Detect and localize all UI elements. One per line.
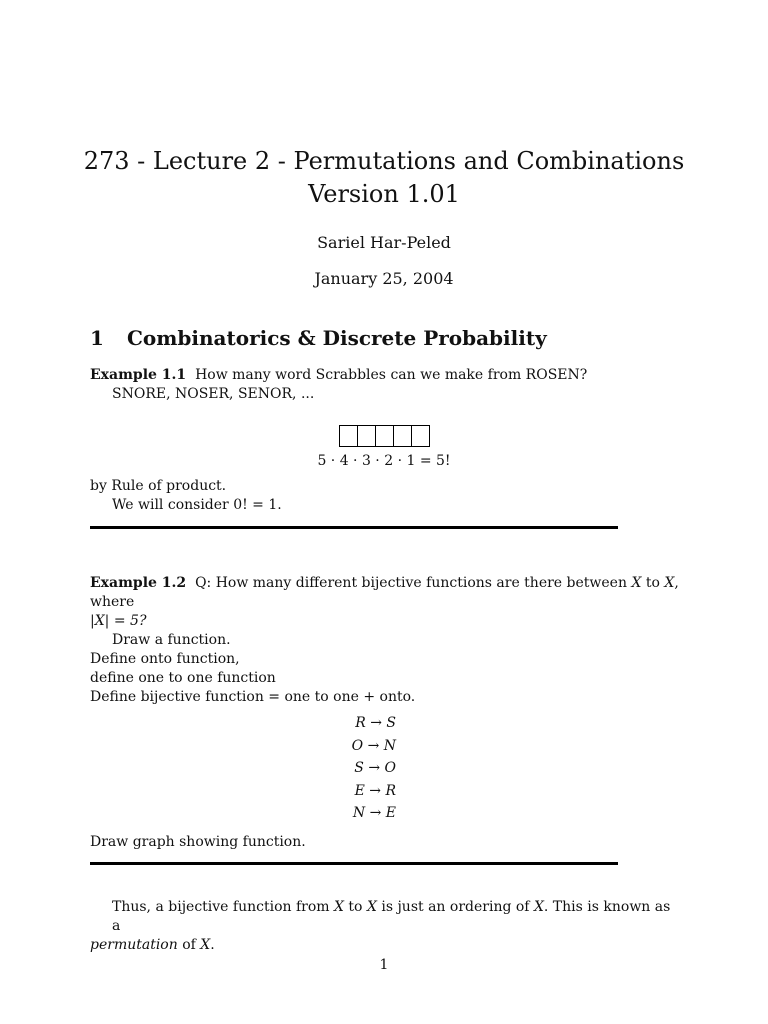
math-var: X (200, 937, 211, 953)
closing-paragraph (90, 898, 680, 955)
example-1-1-conclusion (90, 477, 690, 515)
example-line: define one to one function (90, 670, 276, 686)
example-words: SNORE, NOSER, SENOR, ... (112, 386, 315, 402)
letter-slots (339, 425, 430, 447)
letter-slot (357, 425, 376, 447)
math-var: X (533, 899, 544, 915)
letter-slot (339, 425, 358, 447)
section-heading (90, 326, 547, 350)
example-line: Define onto function, (90, 651, 240, 667)
divider-rule (90, 862, 618, 865)
math-var: X (664, 575, 675, 591)
document-title (0, 145, 768, 211)
mapping-row: O → N (351, 737, 396, 754)
product-formula: 5 · 4 · 3 · 2 · 1 = 5! (317, 453, 451, 469)
page-number: 1 (379, 957, 389, 973)
example-1-1 (90, 366, 690, 404)
cardinality: |X| = 5? (90, 613, 147, 629)
example-line: Draw a function. (112, 632, 231, 648)
example-question-part: , where (90, 575, 679, 610)
mapping-row: N → E (352, 805, 396, 821)
text-part: to (343, 899, 367, 915)
function-mapping (330, 712, 396, 825)
text-part: of (177, 937, 201, 953)
text-part: . (210, 937, 215, 953)
mapping-row: R → S (355, 715, 396, 731)
text-part: . This is known as a (112, 899, 671, 934)
example-question: How many word Scrabbles can we make from ROSEN? (195, 367, 588, 383)
rule-of-product-text: by Rule of product. (90, 478, 227, 494)
example-question-part: Q: How many different bijective functions are there between (195, 575, 632, 591)
text-part: is just an ordering of (376, 899, 534, 915)
divider-rule (90, 526, 618, 529)
zero-factorial-text: We will consider 0! = 1. (112, 497, 282, 513)
mapping-row: S → O (354, 760, 396, 776)
example-question-part: to (641, 575, 665, 591)
title-line-1: 273 - Lecture 2 - Permutations and Combinations (83, 147, 685, 175)
section-title: Combinatorics & Discrete Probability (127, 326, 547, 350)
example-label: Example 1.2 (90, 575, 187, 591)
author: Sariel Har-Peled (317, 233, 451, 252)
permutation-term: permutation (90, 937, 178, 953)
example-label: Example 1.1 (90, 367, 187, 383)
draw-graph-text: Draw graph showing function. (90, 834, 306, 850)
letter-slot (393, 425, 412, 447)
title-line-2: Version 1.01 (308, 180, 460, 208)
math-var: X (366, 899, 377, 915)
math-var: X (631, 575, 642, 591)
date: January 25, 2004 (314, 269, 454, 288)
example-1-2 (90, 574, 690, 707)
mapping-row: E → R (354, 782, 396, 799)
letter-slot (375, 425, 394, 447)
math-var: X (334, 899, 344, 915)
example-line: Define bijective function = one to one + onto. (90, 689, 416, 705)
letter-slot (411, 425, 430, 447)
text-part: Thus, a bijective function from (112, 899, 334, 915)
section-number: 1 (90, 326, 104, 350)
